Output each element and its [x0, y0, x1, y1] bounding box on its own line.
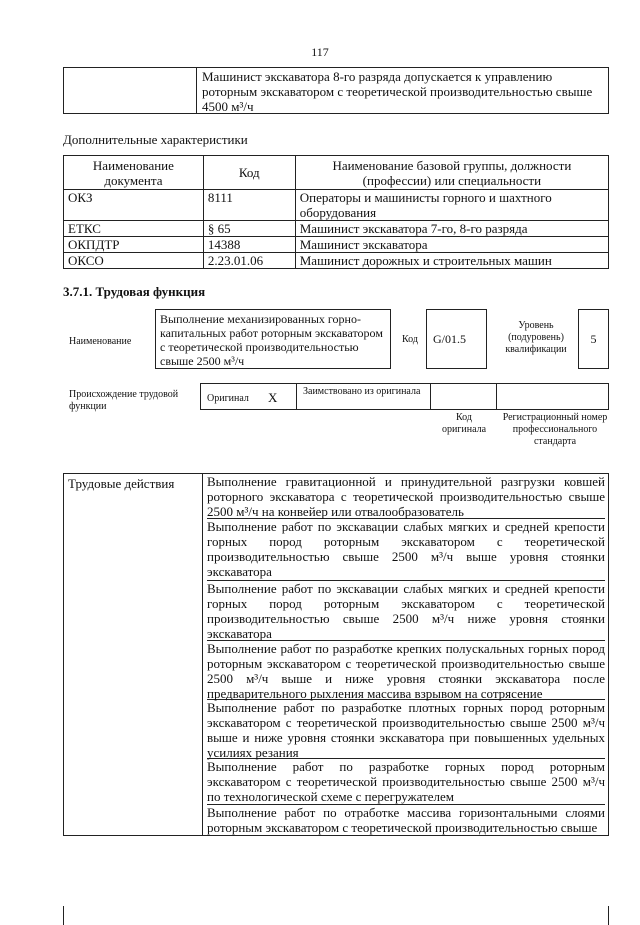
list-item — [207, 805, 605, 835]
additional-header-row — [64, 156, 609, 190]
action-text: Выполнение работ по разработке плотных горных пород роторным экскаватором с теоретической производительностью свыше 2500 м³/ч выше и ниже уровня стоянки экскаватора при повышенных удельных усилиях резания — [207, 700, 605, 760]
top-row-left-cell — [63, 67, 197, 114]
name-label: Наименование — [69, 336, 132, 347]
cell-code: § 65 — [203, 221, 295, 237]
code-box — [426, 309, 487, 369]
reg-number-label: Регистрационный номер профессионального стандарта — [502, 412, 608, 447]
list-item — [207, 700, 605, 759]
cell-code: 14388 — [203, 237, 295, 253]
cell-name: Машинист дорожных и строительных машин — [295, 253, 608, 269]
cell-name: Операторы и машинисты горного и шахтного оборудования — [295, 190, 608, 221]
action-text: Выполнение работ по разработке горных пород роторным экскаватором с теоретической производительностью свыше 2500 м³/ч по технологической схеме с перегружателем — [207, 759, 605, 804]
original-label: Оригинал — [207, 393, 249, 404]
page-number: 117 — [311, 45, 329, 59]
list-item — [207, 519, 605, 581]
table-row — [64, 253, 609, 269]
list-item — [207, 759, 605, 805]
action-text: Выполнение работ по разработке крепких полускальных горных пород роторным экскаватором с теоретической производительностью свыше 2500 м³/ч выше и ниже уровня стоянки экскаватора после предварительного рыхления массива взрывом на сотрясение — [207, 641, 605, 701]
cell-code: 2.23.01.06 — [203, 253, 295, 269]
cell-name: Машинист экскаватора 7-го, 8-го разряда — [295, 221, 608, 237]
cell-doc: ОКЗ — [64, 190, 204, 221]
header-group: Наименование базовой группы, должности (профессии) или специальности — [295, 156, 608, 190]
origin-divider-1 — [296, 383, 297, 410]
list-item — [207, 581, 605, 641]
cell-doc: ОКПДТР — [64, 237, 204, 253]
table-row — [64, 237, 609, 253]
origin-divider-3 — [496, 383, 497, 410]
function-name-box — [155, 309, 391, 369]
action-text: Выполнение работ по экскавации слабых мягких и средней крепости горных пород роторным экскаватором с теоретической производительностью свыше 2500 м³/ч ниже уровня стоянки экскаватора — [207, 581, 605, 641]
header-doc: Наименование документа — [64, 156, 204, 190]
level-value: 5 — [590, 332, 597, 346]
additional-heading: Дополнительные характеристики — [63, 132, 248, 147]
cell-doc: ЕТКС — [64, 221, 204, 237]
original-mark: X — [268, 390, 278, 405]
code-value: G/01.5 — [433, 332, 466, 346]
actions-label: Трудовые действия — [68, 476, 175, 491]
cell-code: 8111 — [203, 190, 295, 221]
table-row — [64, 221, 609, 237]
action-text: Выполнение гравитационной и принудительной разгрузки ковшей роторного экскаватора с теоретической производительностью свыше 2500 м³/ч на конвейер или отвалообразователь — [207, 474, 605, 519]
function-heading: 3.7.1. Трудовая функция — [63, 284, 206, 299]
code-original-label: Код оригинала — [441, 412, 487, 435]
list-item — [207, 641, 605, 700]
level-label: Уровень (подуровень) квалификации — [505, 320, 567, 355]
cell-name: Машинист экскаватора — [295, 237, 608, 253]
action-text: Выполнение работ по экскавации слабых мягких и средней крепости горных пород роторным экскаватором с теоретической производительностью свыше 2500 м³/ч выше уровня стоянки экскаватора — [207, 519, 605, 579]
level-box — [578, 309, 609, 369]
header-code: Код — [203, 156, 295, 190]
table-left-line-cover — [63, 836, 611, 906]
origin-label: Происхождение трудовой функции — [69, 389, 179, 412]
borrowed-label: Заимствовано из оригинала — [303, 386, 421, 397]
function-name-value: Выполнение механизированных горно-капитальных работ роторным экскаватором с теоретической производительностью свыше 2500 м³/ч — [160, 312, 383, 368]
top-row-text-cell — [196, 67, 609, 114]
list-item — [207, 474, 605, 519]
additional-table — [63, 155, 609, 269]
origin-divider-2 — [430, 383, 431, 410]
top-row-text: Машинист экскаватора 8-го разряда допускается к управлению роторным экскаватором с теоретической производительностью свыше 4500 м³/ч — [202, 69, 593, 114]
cell-doc: ОКСО — [64, 253, 204, 269]
table-row — [64, 190, 609, 221]
code-label: Код — [402, 334, 418, 345]
action-text: Выполнение работ по отработке массива горизонтальными слоями роторным экскаватором с теоретической производительностью свыше — [207, 805, 605, 835]
